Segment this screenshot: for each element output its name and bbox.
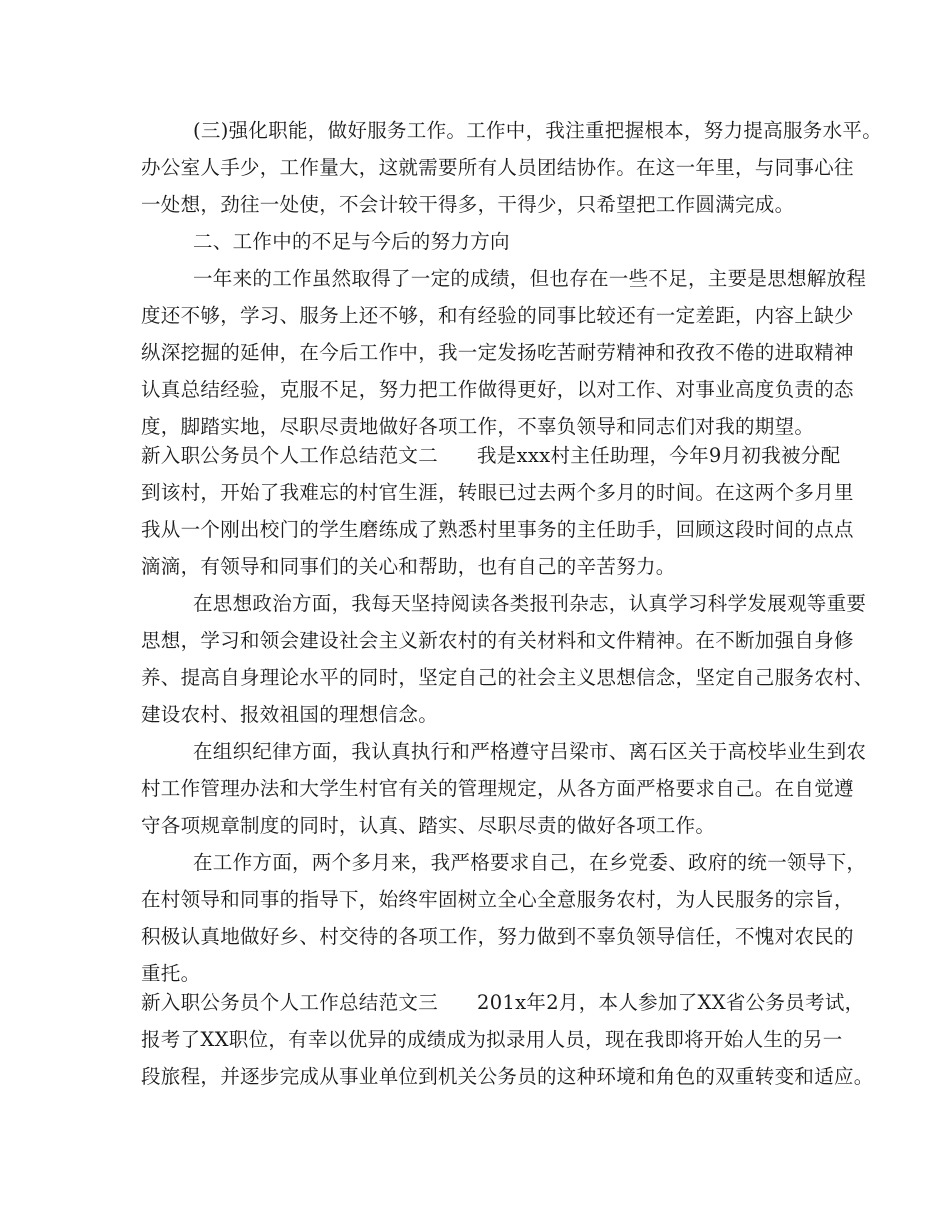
text-line: 滴滴，有领导和同事们的关心和帮助，也有自己的辛苦努力。 bbox=[141, 555, 676, 578]
text-line: 一年来的工作虽然取得了一定的成绩，但也存在一些不足，主要是思想解放程 bbox=[141, 267, 867, 290]
text-line: 积极认真地做好乡、村交待的各项工作，努力做到不辜负领导信任，不愧对农民的 bbox=[141, 925, 854, 948]
text-line: 在村领导和同事的指导下，始终牢固树立全心全意服务农村，为人民服务的宗旨， bbox=[141, 888, 854, 911]
text-line: 思想，学习和领会建设社会主义新农村的有关材料和文件精神。在不断加强自身修 bbox=[141, 629, 854, 652]
text-line: 我从一个刚出校门的学生磨练成了熟悉村里事务的主任助手，回顾这段时间的点点 bbox=[141, 518, 854, 541]
text-line: 一处想，劲往一处使，不会计较干得多，干得少，只希望把工作圆满完成。 bbox=[141, 193, 795, 216]
text-line: 办公室人手少，工作量大，这就需要所有人员团结协作。在这一年里，与同事心往 bbox=[141, 156, 854, 179]
section-title-line: 新入职公务员个人工作总结范文二 我是xxx村主任助理，今年9月初我被分配 bbox=[141, 444, 841, 467]
section-title-line: 新入职公务员个人工作总结范文三 201x年2月，本人参加了XX省公务员考试， bbox=[141, 991, 865, 1014]
text-line: 度，脚踏实地，尽职尽责地做好各项工作，不辜负领导和同志们对我的期望。 bbox=[141, 415, 815, 438]
text-line: 段旅程，并逐步完成从事业单位到机关公务员的这种环境和角色的双重转变和适应。 bbox=[141, 1065, 874, 1088]
text-line: 守各项规章制度的同时，认真、踏实、尽职尽责的做好各项工作。 bbox=[141, 814, 716, 837]
text-line: 村工作管理办法和大学生村官有关的管理规定，从各方面严格要求自己。在自觉遵 bbox=[141, 777, 854, 800]
section-heading: 二、工作中的不足与今后的努力方向 bbox=[141, 230, 510, 253]
text-line: 到该村，开始了我难忘的村官生涯，转眼已过去两个多月的时间。在这两个多月里 bbox=[141, 481, 854, 504]
text-line: 纵深挖掘的延伸，在今后工作中，我一定发扬吃苦耐劳精神和孜孜不倦的进取精神 bbox=[141, 341, 854, 364]
text-line: 在工作方面，两个多月来，我严格要求自己，在乡党委、政府的统一领导下， bbox=[141, 851, 867, 874]
text-line: 在组织纪律方面，我认真执行和严格遵守吕梁市、离石区关于高校毕业生到农 bbox=[141, 740, 867, 763]
text-line: 养、提高自身理论水平的同时，坚定自己的社会主义思想信念，坚定自己服务农村、 bbox=[141, 666, 874, 689]
text-line: 在思想政治方面，我每天坚持阅读各类报刊杂志，认真学习科学发展观等重要 bbox=[141, 592, 867, 615]
text-line: 度还不够，学习、服务上还不够，和有经验的同事比较还有一定差距，内容上缺少 bbox=[141, 304, 854, 327]
text-line: 报考了XX职位，有幸以优异的成绩成为拟录用人员，现在我即将开始人生的另一 bbox=[141, 1028, 843, 1051]
text-line: 认真总结经验，克服不足，努力把工作做得更好，以对工作、对事业高度负责的态 bbox=[141, 378, 854, 401]
text-line: (三)强化职能，做好服务工作。工作中，我注重把握根本，努力提高服务水平。 bbox=[141, 119, 883, 142]
text-line: 建设农村、报效祖国的理想信念。 bbox=[141, 703, 439, 726]
text-line: 重托。 bbox=[141, 962, 201, 985]
